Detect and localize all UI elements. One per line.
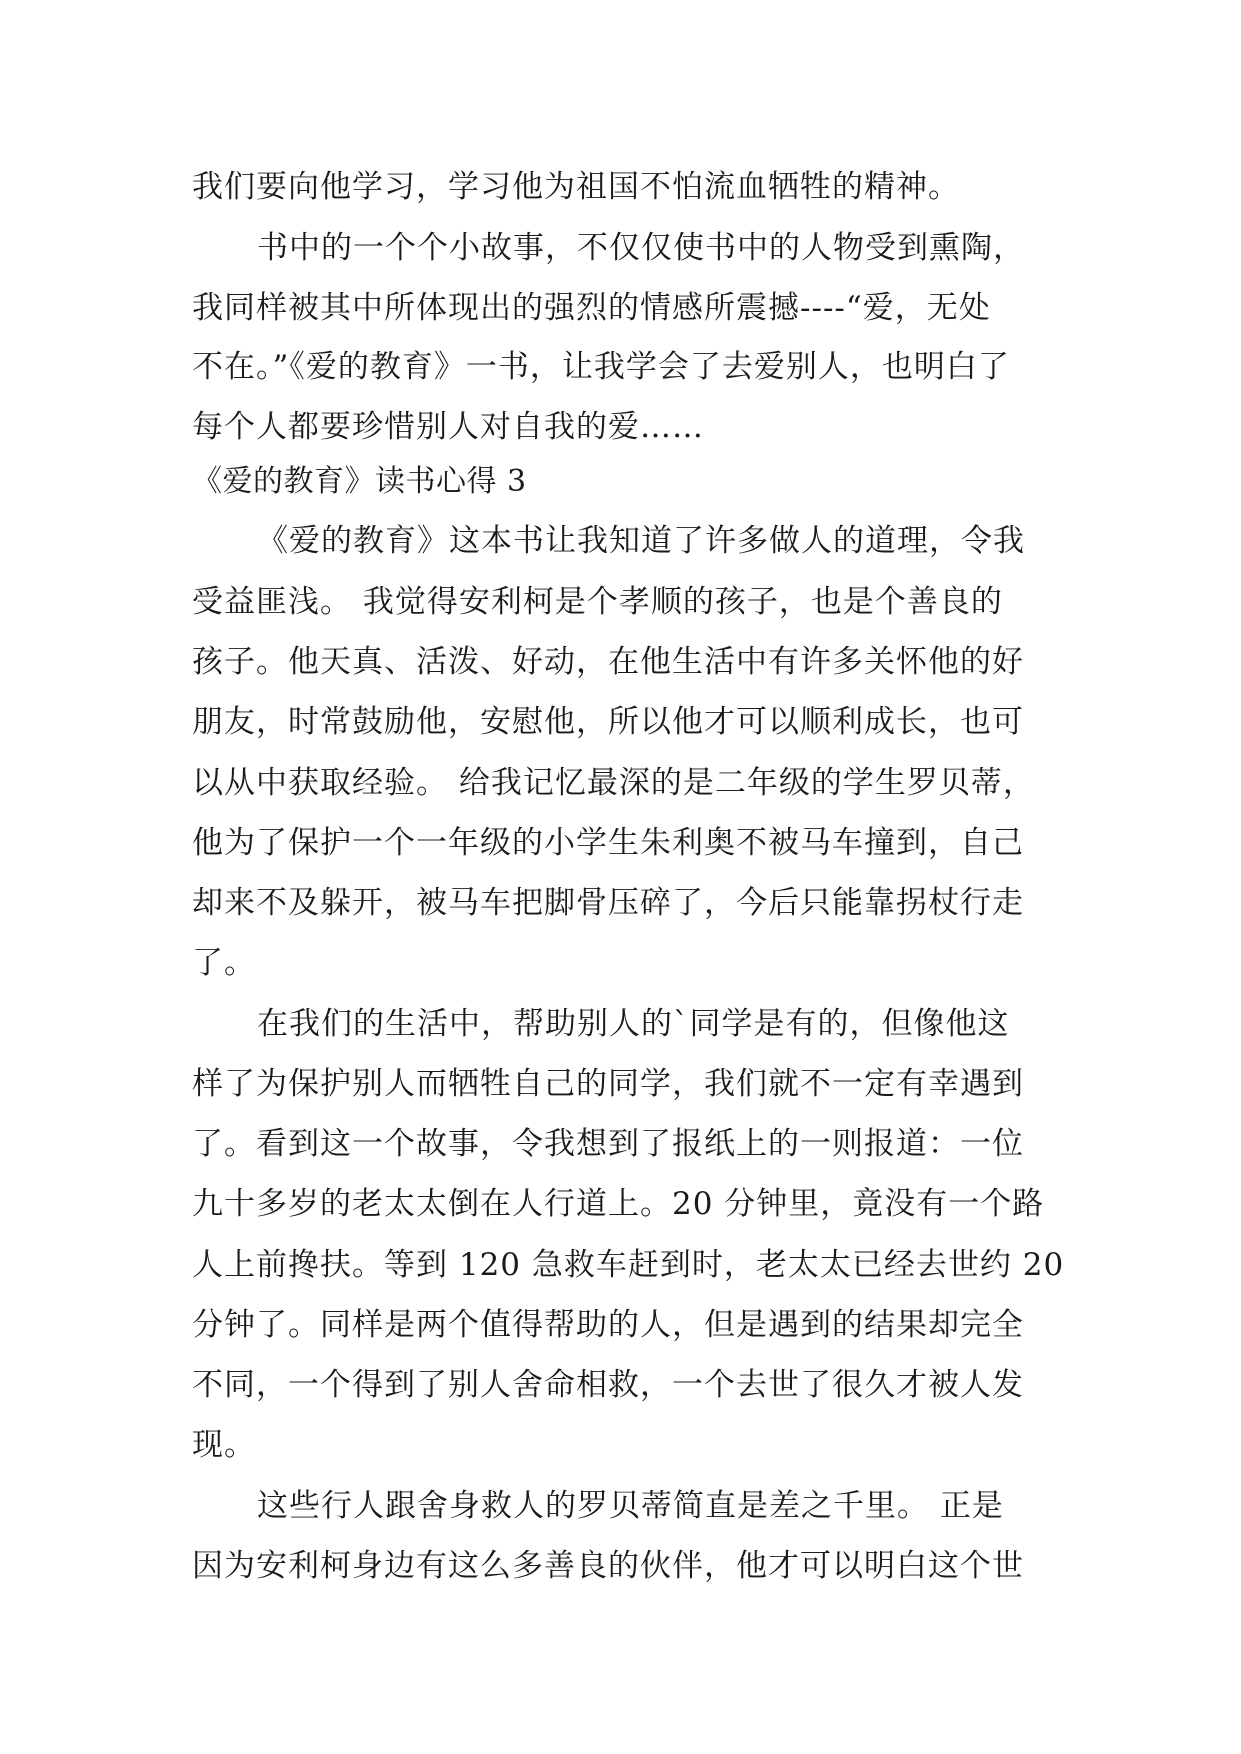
text-line: 现。 bbox=[192, 1427, 256, 1463]
text-line: 了。看到这一个故事，令我想到了报纸上的一则报道：一位 bbox=[192, 1126, 1024, 1162]
text-line: 不在。”《爱的教育》一书，让我学会了去爱别人，也明白了 bbox=[192, 349, 1010, 385]
paragraph-start-line: 这些行人跟舍身救人的罗贝蒂简直是差之千里。 正是 bbox=[257, 1488, 1004, 1524]
text-line: 样了为保护别人而牺牲自己的同学，我们就不一定有幸遇到 bbox=[192, 1066, 1024, 1102]
text-line: 了。 bbox=[192, 945, 256, 981]
paragraph-start-line: 在我们的生活中，帮助别人的`同学是有的，但像他这 bbox=[257, 1006, 1010, 1042]
text-line: 却来不及躲开，被马车把脚骨压碎了，今后只能靠拐杖行走 bbox=[192, 885, 1024, 921]
text-line: 不同，一个得到了别人舍命相救，一个去世了很久才被人发 bbox=[192, 1367, 1024, 1403]
text-line: 受益匪浅。 我觉得安利柯是个孝顺的孩子，也是个善良的 bbox=[192, 584, 1003, 620]
text-line: 每个人都要珍惜别人对自我的爱…… bbox=[192, 409, 704, 445]
text-line: 因为安利柯身边有这么多善良的伙伴，他才可以明白这个世 bbox=[192, 1548, 1024, 1584]
paragraph-start-line: 《爱的教育》这本书让我知道了许多做人的道理，令我 bbox=[257, 523, 1025, 559]
text-line: 朋友，时常鼓励他，安慰他，所以他才可以顺利成长，也可 bbox=[192, 704, 1024, 740]
section-heading: 《爱的教育》读书心得 3 bbox=[192, 464, 527, 499]
text-line: 分钟了。同样是两个值得帮助的人，但是遇到的结果却完全 bbox=[192, 1307, 1024, 1343]
paragraph-start-line: 书中的一个个小故事，不仅仅使书中的人物受到熏陶， bbox=[257, 230, 1025, 266]
text-line: 九十多岁的老太太倒在人行道上。20 分钟里，竟没有一个路 bbox=[192, 1186, 1045, 1222]
text-line: 孩子。他天真、活泼、好动，在他生活中有许多关怀他的好 bbox=[192, 644, 1024, 680]
text-line: 我同样被其中所体现出的强烈的情感所震撼----“爱，无处 bbox=[192, 290, 991, 326]
text-line: 他为了保护一个一年级的小学生朱利奥不被马车撞到，自己 bbox=[192, 825, 1024, 861]
text-line: 以从中获取经验。 给我记忆最深的是二年级的学生罗贝蒂， bbox=[192, 765, 1035, 801]
text-line: 人上前搀扶。等到 120 急救车赶到时，老太太已经去世约 20 bbox=[192, 1247, 1065, 1283]
text-line: 我们要向他学习，学习他为祖国不怕流血牺牲的精神。 bbox=[192, 169, 960, 205]
